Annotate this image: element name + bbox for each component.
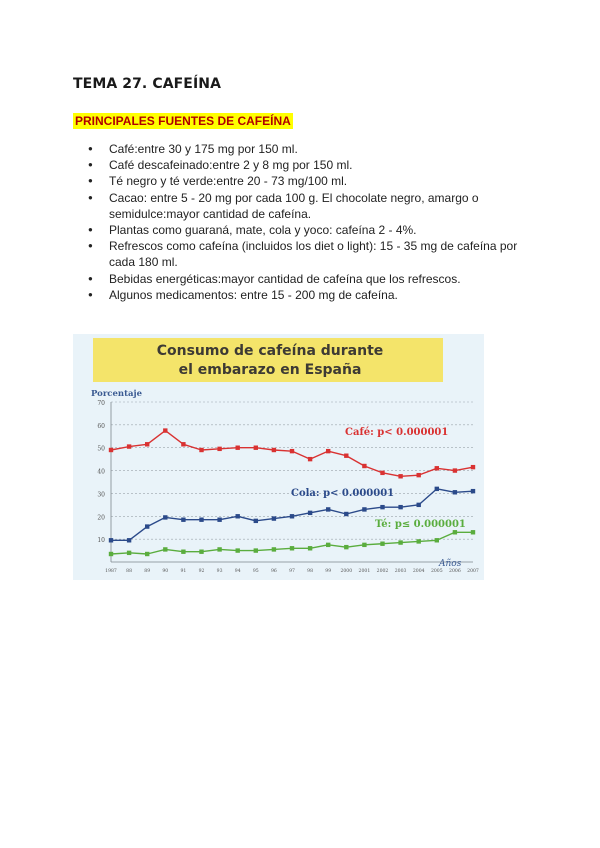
y-tick-label: 10 <box>97 537 105 545</box>
data-point <box>471 530 475 534</box>
data-point <box>417 503 421 507</box>
data-point <box>272 516 276 520</box>
data-point <box>326 507 330 511</box>
data-point <box>435 487 439 491</box>
x-tick-label: 93 <box>216 569 223 574</box>
data-point <box>272 547 276 551</box>
data-point <box>453 530 457 534</box>
data-point <box>435 538 439 542</box>
data-point <box>362 464 366 468</box>
data-point <box>398 505 402 509</box>
data-point <box>199 448 203 452</box>
y-tick-label: 20 <box>97 514 105 522</box>
data-point <box>109 538 113 542</box>
data-point <box>163 428 167 432</box>
data-point <box>417 539 421 543</box>
y-tick-label: 60 <box>97 422 105 430</box>
x-tick-label: 2005 <box>430 569 443 574</box>
data-point <box>181 442 185 446</box>
x-tick-label: 95 <box>252 569 259 574</box>
list-item: ● Algunos medicamentos: entre 15 - 200 mg de cafeína. <box>79 287 539 303</box>
data-point <box>181 518 185 522</box>
data-point <box>127 538 131 542</box>
x-tick-label: 2000 <box>340 569 353 574</box>
series-annotation: Cola: p< 0.000001 <box>291 488 395 499</box>
x-tick-label: 89 <box>144 569 151 574</box>
x-tick-label: 98 <box>307 569 314 574</box>
chart-title-line-2: el embarazo en España <box>178 362 362 378</box>
data-point <box>471 489 475 493</box>
list-item: ● Café:entre 30 y 175 mg por 150 ml. <box>79 141 539 157</box>
list-item: ● Bebidas energéticas:mayor cantidad de cafeína que los refrescos. <box>79 271 539 287</box>
data-point <box>344 512 348 516</box>
data-point <box>181 550 185 554</box>
y-tick-label: 50 <box>97 445 105 453</box>
page-title: TEMA 27. CAFEÍNA <box>73 76 222 92</box>
x-tick-label: 2002 <box>376 569 389 574</box>
x-tick-label: 2006 <box>449 569 461 574</box>
chart-title-line-1: Consumo de cafeína durante <box>156 343 384 359</box>
y-tick-label: 40 <box>97 468 105 476</box>
data-point <box>362 543 366 547</box>
x-tick-label: 92 <box>198 569 205 574</box>
x-tick-label: 99 <box>325 569 332 574</box>
list-item: ● Plantas como guaraná, mate, cola y yoco: cafeína 2 - 4%. <box>79 222 539 238</box>
data-point <box>471 465 475 469</box>
data-point <box>326 449 330 453</box>
data-point <box>109 552 113 556</box>
data-point <box>236 446 240 450</box>
x-tick-label: 88 <box>126 569 133 574</box>
data-point <box>344 454 348 458</box>
data-point <box>362 507 366 511</box>
list-item: ● Té negro y té verde:entre 20 - 73 mg/100 ml. <box>79 173 539 189</box>
data-point <box>199 518 203 522</box>
y-tick-label: 30 <box>97 491 105 499</box>
x-tick-label: 90 <box>162 569 169 574</box>
data-point <box>236 548 240 552</box>
data-point <box>326 543 330 547</box>
data-point <box>217 547 221 551</box>
data-point <box>308 511 312 515</box>
data-point <box>290 449 294 453</box>
list-item: ● Cacao: entre 5 - 20 mg por cada 100 g. El chocolate negro, amargo o semidulce:mayor cantidad de cafeína. <box>79 190 539 222</box>
data-point <box>272 448 276 452</box>
data-point <box>254 548 258 552</box>
x-axis-label: Años <box>439 559 462 569</box>
data-point <box>127 444 131 448</box>
data-point <box>163 515 167 519</box>
data-point <box>199 550 203 554</box>
list-item: ● Café descafeinado:entre 2 y 8 mg por 150 ml. <box>79 157 539 173</box>
x-tick-label: 97 <box>289 569 295 574</box>
data-point <box>308 546 312 550</box>
data-point <box>254 446 258 450</box>
x-tick-label: 94 <box>234 569 241 574</box>
data-point <box>453 490 457 494</box>
section-heading: PRINCIPALES FUENTES DE CAFEÍNA <box>75 114 291 128</box>
data-point <box>435 466 439 470</box>
data-point <box>398 474 402 478</box>
data-point <box>127 551 131 555</box>
data-point <box>344 545 348 549</box>
list-item: ● Refrescos como cafeína (incluidos los diet o light): 15 - 35 mg de cafeína por cada 180 ml. <box>79 238 539 270</box>
caffeine-pregnancy-chart <box>73 334 484 580</box>
x-tick-label: 1987 <box>105 569 117 574</box>
y-axis-label: Porcentaje <box>91 389 142 399</box>
data-point <box>236 514 240 518</box>
data-point <box>109 448 113 452</box>
x-tick-label: 2007 <box>467 569 479 574</box>
data-point <box>398 540 402 544</box>
data-point <box>254 519 258 523</box>
y-tick-label: 70 <box>97 400 105 407</box>
data-point <box>145 552 149 556</box>
data-point <box>308 457 312 461</box>
series-annotation: Café: p< 0.000001 <box>345 427 449 438</box>
data-point <box>417 473 421 477</box>
data-point <box>380 542 384 546</box>
data-point <box>380 471 384 475</box>
data-point <box>145 524 149 528</box>
x-tick-label: 2001 <box>358 569 371 574</box>
data-point <box>145 442 149 446</box>
x-tick-label: 91 <box>180 569 187 574</box>
series-annotation: Té: p≤ 0.000001 <box>375 519 466 530</box>
data-point <box>290 546 294 550</box>
caffeine-sources-list <box>79 141 539 303</box>
x-tick-label: 2004 <box>412 569 425 574</box>
x-tick-label: 96 <box>270 569 277 574</box>
data-point <box>163 547 167 551</box>
x-tick-label: 2003 <box>394 569 407 574</box>
data-point <box>453 468 457 472</box>
data-point <box>290 514 294 518</box>
data-point <box>217 518 221 522</box>
data-point <box>380 505 384 509</box>
data-point <box>217 447 221 451</box>
